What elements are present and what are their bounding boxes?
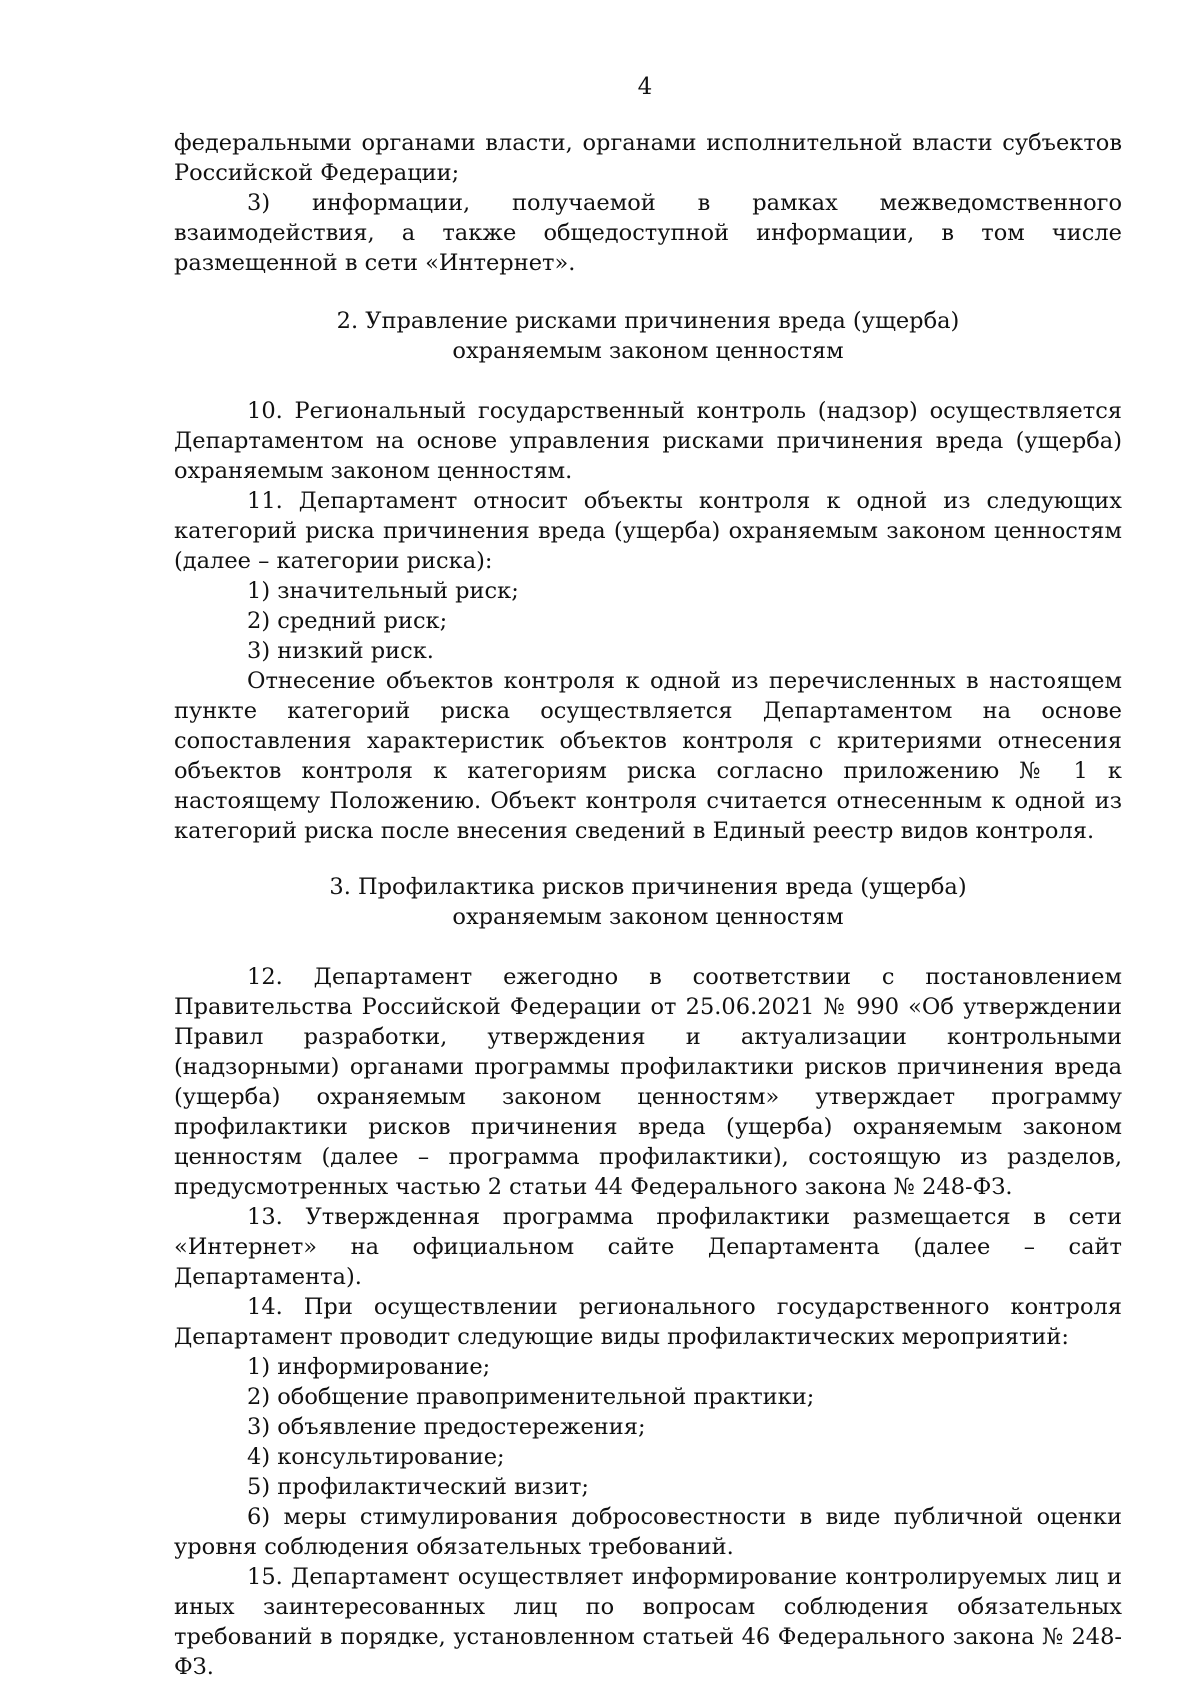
risk-category-item: 1) значительный риск; [247,578,519,604]
paragraph-11: 11. Департамент относит объекты контроля к одной из следующих категорий риска причинения вреда (ущерба) охраняемым законом ценностям (далее – категории риска): [174,488,1122,574]
paragraph-15: 15. Департамент осуществляет информирование контролируемых лиц и иных заинтересованных лиц по вопросам соблюдения обязательных требований в порядке, установленном статьей 46 Федерального закона № 248-ФЗ. [174,1564,1122,1680]
section-3-heading-line-2: охраняемым законом ценностям [452,904,844,930]
risk-category-item: 2) средний риск; [247,608,448,634]
section-2-heading-line-1: 2. Управление рисками причинения вреда (ущерба) [336,308,960,334]
section-3-heading [174,872,1122,932]
prevention-measure-item: 5) профилактический визит; [247,1474,589,1500]
prevention-measure-item-6: 6) меры стимулирования добросовестности в виде публичной оценки уровня соблюдения обязательных требований. [174,1504,1122,1560]
paragraph-14: 14. При осуществлении регионального государственного контроля Департамент проводит следующие виды профилактических мероприятий: [174,1294,1122,1350]
paragraph-12: 12. Департамент ежегодно в соответствии с постановлением Правительства Российской Федерации от 25.06.2021 № 990 «Об утверждении Правил разработки, утверждения и актуализации контрольными (надзорными) органами программы профилактики рисков причинения вреда (ущерба) охраняемым законом ценностям» утверждает программу профилактики рисков причинения вреда (ущерба) охраняемым законом ценностям (далее – программа профилактики), состоящую из разделов, предусмотренных частью 2 статьи 44 Федерального закона № 248-ФЗ. [174,964,1122,1200]
prevention-measure-item: 2) обобщение правоприменительной практики; [247,1384,815,1410]
prevention-measure-item: 3) объявление предостережения; [247,1414,646,1440]
paragraph-10: 10. Региональный государственный контроль (надзор) осуществляется Департаментом на основе управления рисками причинения вреда (ущерба) охраняемым законом ценностям. [174,398,1122,484]
prevention-measure-item: 4) консультирование; [247,1444,505,1470]
section-2-heading-line-2: охраняемым законом ценностям [452,338,844,364]
paragraph-11-tail: Отнесение объектов контроля к одной из перечисленных в настоящем пункте категорий риска осуществляется Департаментом на основе сопоставления характеристик объектов контроля с критериями отнесения объектов контроля к категориям риска согласно приложению № 1 к настоящему Положению. Объект контроля считается отнесенным к одной из категорий риска после внесения сведений в Единый реестр видов контроля. [174,668,1122,844]
risk-category-item: 3) низкий риск. [247,638,434,664]
document-body [174,128,1122,1682]
paragraph-13: 13. Утвержденная программа профилактики размещается в сети «Интернет» на официальном сайте Департамента (далее – сайт Департамента). [174,1204,1122,1290]
prevention-measure-item: 1) информирование; [247,1354,491,1380]
paragraph-item-3: 3) информации, получаемой в рамках межведомственного взаимодействия, а также общедоступной информации, в том числе размещенной в сети «Интернет». [174,190,1122,276]
paragraph-continuation: федеральными органами власти, органами исполнительной власти субъектов Российской Федерации; [174,130,1122,186]
section-2-heading [174,306,1122,366]
section-3-heading-line-1: 3. Профилактика рисков причинения вреда (ущерба) [329,874,967,900]
page-number: 4 [637,74,653,100]
